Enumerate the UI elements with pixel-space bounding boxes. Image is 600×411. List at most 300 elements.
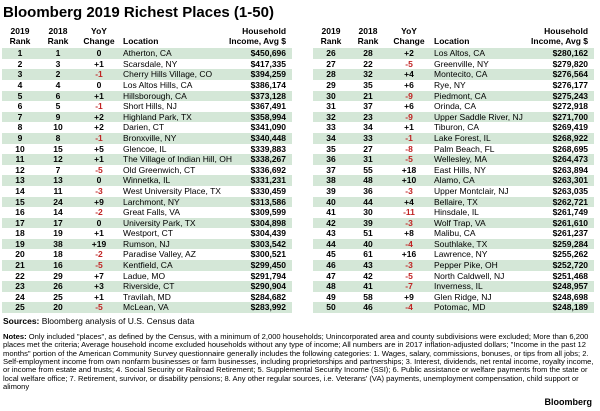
income-cell: $271,700	[552, 111, 589, 122]
location-cell: The Village of Indian Hill, OH	[123, 154, 232, 165]
location-cell: Wolf Trap, VA	[434, 217, 486, 228]
table-row	[2, 228, 292, 239]
yoy-change-cell: -5	[95, 260, 103, 271]
table-row	[313, 207, 594, 218]
header-rank-2019	[313, 27, 349, 48]
rank-2018-cell: 61	[363, 249, 373, 260]
table-row	[2, 69, 292, 80]
rank-2018-cell: 23	[363, 111, 373, 122]
location-cell: Bronxville, NY	[123, 132, 177, 143]
header-rank-2018	[38, 27, 78, 48]
location-cell: Greenville, NY	[434, 58, 489, 69]
rank-2018-cell: 39	[363, 217, 373, 228]
income-cell: $300,521	[250, 249, 287, 260]
rank-2018-cell: 10	[53, 122, 63, 133]
rank-2019-cell: 5	[17, 90, 23, 101]
rank-2018-cell: 36	[363, 185, 373, 196]
location-cell: West University Place, TX	[123, 185, 221, 196]
rank-2019-cell: 37	[326, 164, 336, 175]
yoy-change-cell: +7	[94, 270, 104, 281]
income-cell: $450,696	[250, 48, 287, 59]
yoy-change-cell: -2	[95, 207, 103, 218]
location-cell: Hinsdale, IL	[434, 207, 479, 218]
ranking-table-1-25	[2, 27, 292, 313]
table-row	[313, 144, 594, 155]
income-cell: $283,992	[250, 302, 287, 313]
yoy-change-cell: -7	[405, 281, 413, 292]
rank-2018-cell: 51	[363, 228, 373, 239]
header-location-income	[120, 27, 292, 48]
rank-2019-cell: 9	[17, 132, 23, 143]
yoy-change-cell: -2	[95, 249, 103, 260]
rank-2018-cell: 43	[363, 260, 373, 271]
rank-2019-cell: 11	[15, 154, 25, 165]
header-line: Rank	[320, 35, 342, 46]
table-row	[2, 260, 292, 271]
sources-line	[0, 313, 600, 326]
rank-2019-cell: 16	[15, 207, 25, 218]
rank-2019-cell: 49	[326, 291, 336, 302]
rank-2018-cell: 6	[55, 90, 61, 101]
rank-2019-cell: 35	[326, 143, 336, 154]
income-cell: $269,419	[552, 122, 589, 133]
rank-2019-cell: 6	[17, 101, 23, 112]
yoy-change-cell: +2	[404, 48, 414, 59]
yoy-change-cell: -5	[95, 302, 103, 313]
yoy-change-cell: -5	[95, 164, 103, 175]
yoy-change-cell: 0	[96, 217, 102, 228]
rank-2019-cell: 20	[15, 249, 25, 260]
table-row	[313, 218, 594, 229]
header-location: Location	[123, 35, 159, 46]
income-cell: $331,231	[250, 175, 287, 186]
income-cell: $275,243	[552, 90, 589, 101]
location-cell: Alamo, CA	[434, 175, 475, 186]
income-cell: $248,189	[552, 302, 589, 313]
yoy-change-cell: +18	[401, 164, 417, 175]
yoy-change-cell: +1	[404, 122, 414, 133]
location-cell: University Park, TX	[123, 217, 196, 228]
rank-2019-cell: 1	[17, 48, 23, 59]
table-row	[313, 186, 594, 197]
header-row	[2, 27, 292, 48]
location-cell: Upper Montclair, NJ	[434, 185, 509, 196]
rank-2018-cell: 40	[363, 238, 373, 249]
header-income	[229, 27, 292, 46]
yoy-change-cell: 0	[96, 79, 102, 90]
table-header	[2, 27, 292, 48]
yoy-change-cell: +16	[401, 249, 417, 260]
yoy-change-cell: -1	[405, 132, 413, 143]
rank-2018-cell: 35	[363, 79, 373, 90]
income-cell: $261,749	[552, 207, 589, 218]
location-cell: Glen Ridge, NJ	[434, 291, 492, 302]
rank-2019-cell: 33	[326, 122, 336, 133]
yoy-change-cell: 0	[96, 175, 102, 186]
rank-2019-cell: 32	[326, 111, 336, 122]
income-cell: $259,284	[552, 238, 589, 249]
yoy-change-cell: +3	[94, 281, 104, 292]
location-cell: Winnetka, IL	[123, 175, 171, 186]
rank-2018-cell: 30	[363, 207, 373, 218]
rank-2018-cell: 3	[55, 58, 61, 69]
rank-2018-cell: 14	[53, 207, 63, 218]
yoy-change-cell: +4	[404, 196, 414, 207]
header-row	[313, 27, 594, 48]
table-row	[313, 101, 594, 112]
table-row	[2, 207, 292, 218]
rank-2019-cell: 50	[326, 302, 336, 313]
header-line: Income, Avg $	[229, 35, 287, 46]
income-cell: $268,922	[552, 132, 589, 143]
location-cell: Piedmont, CA	[434, 90, 487, 101]
location-cell: Inverness, IL	[434, 281, 483, 292]
yoy-change-cell: +2	[94, 122, 104, 133]
income-cell: $290,904	[250, 281, 287, 292]
rank-2019-cell: 4	[17, 79, 23, 90]
location-cell: Cherry Hills Village, CO	[123, 69, 213, 80]
location-cell: East Hills, NY	[434, 164, 486, 175]
table-row	[313, 302, 594, 313]
rank-2018-cell: 16	[53, 260, 63, 271]
yoy-change-cell: -3	[405, 217, 413, 228]
rank-2018-cell: 44	[363, 196, 373, 207]
income-cell: $276,564	[552, 69, 589, 80]
rank-2018-cell: 2	[55, 69, 61, 80]
notes-paragraph	[0, 326, 600, 391]
yoy-change-cell: +4	[404, 69, 414, 80]
location-cell: Ladue, MO	[123, 270, 166, 281]
table-row	[313, 80, 594, 91]
location-cell: Lawrence, NY	[434, 249, 488, 260]
header-yoy-change	[78, 27, 120, 48]
location-cell: Great Falls, VA	[123, 207, 180, 218]
table-row	[313, 175, 594, 186]
rank-2019-cell: 12	[15, 164, 25, 175]
table-row	[313, 249, 594, 260]
income-cell: $263,894	[552, 164, 589, 175]
income-cell: $313,586	[250, 196, 287, 207]
yoy-change-cell: +9	[94, 196, 104, 207]
rank-2018-cell: 31	[363, 154, 373, 165]
rank-2018-cell: 25	[53, 291, 63, 302]
rank-2019-cell: 41	[326, 207, 336, 218]
table-body-26-50	[313, 48, 594, 313]
table-row	[2, 197, 292, 208]
income-cell: $268,695	[552, 143, 589, 154]
income-cell: $304,439	[250, 228, 287, 239]
table-row	[313, 112, 594, 123]
header-line: YoY	[91, 26, 107, 36]
location-cell: Paradise Valley, AZ	[123, 249, 196, 260]
rank-2019-cell: 22	[15, 270, 25, 281]
table-row	[313, 91, 594, 102]
table-row	[2, 144, 292, 155]
yoy-change-cell: -9	[405, 111, 413, 122]
rank-2018-cell: 38	[53, 238, 63, 249]
table-row	[2, 186, 292, 197]
rank-2018-cell: 29	[53, 270, 63, 281]
table-row	[2, 59, 292, 70]
location-cell: Tiburon, CA	[434, 122, 480, 133]
rank-2018-cell: 34	[363, 122, 373, 133]
table-row	[2, 48, 292, 59]
income-cell: $248,957	[552, 281, 589, 292]
income-cell: $272,918	[552, 101, 589, 112]
header-income	[531, 27, 594, 46]
table-row	[313, 260, 594, 271]
rank-2018-cell: 17	[53, 217, 63, 228]
header-line: Household	[544, 26, 589, 36]
yoy-change-cell: +2	[94, 111, 104, 122]
yoy-change-cell: +5	[94, 143, 104, 154]
location-cell: Short Hills, NJ	[123, 101, 177, 112]
yoy-change-cell: -4	[405, 302, 413, 313]
ranking-table-26-50	[313, 27, 594, 313]
yoy-change-cell: -1	[95, 101, 103, 112]
location-cell: Highland Park, TX	[123, 111, 192, 122]
rank-2018-cell: 5	[55, 101, 61, 112]
yoy-change-cell: -5	[405, 154, 413, 165]
income-cell: $304,898	[250, 217, 287, 228]
rank-2018-cell: 22	[363, 58, 373, 69]
rank-2019-cell: 38	[326, 175, 336, 186]
rank-2018-cell: 7	[55, 164, 61, 175]
header-rank-2019	[2, 27, 38, 48]
location-cell: Pepper Pike, OH	[434, 260, 498, 271]
location-cell: Los Altos Hills, CA	[123, 79, 193, 90]
rank-2019-cell: 18	[15, 228, 25, 239]
location-cell: Los Altos, CA	[434, 48, 486, 59]
rank-2019-cell: 45	[326, 249, 336, 260]
income-cell: $303,542	[250, 238, 287, 249]
header-yoy-change	[387, 27, 431, 48]
income-cell: $280,162	[552, 48, 589, 59]
table-row	[2, 175, 292, 186]
yoy-change-cell: +9	[404, 291, 414, 302]
location-cell: McLean, VA	[123, 302, 169, 313]
rank-2018-cell: 46	[363, 302, 373, 313]
income-cell: $330,459	[250, 185, 287, 196]
table-row	[2, 165, 292, 176]
table-row	[2, 271, 292, 282]
location-cell: Rye, NY	[434, 79, 466, 90]
sources-text: Bloomberg analysis of U.S. Census data	[39, 316, 195, 327]
rank-2019-cell: 46	[326, 260, 336, 271]
table-row	[2, 91, 292, 102]
rank-2019-cell: 21	[15, 260, 25, 271]
yoy-change-cell: -8	[405, 143, 413, 154]
table-row	[2, 281, 292, 292]
table-row	[2, 239, 292, 250]
rank-2019-cell: 39	[326, 185, 336, 196]
rank-2019-cell: 48	[326, 281, 336, 292]
table-row	[2, 122, 292, 133]
income-cell: $262,721	[552, 196, 589, 207]
rank-2018-cell: 58	[363, 291, 373, 302]
yoy-change-cell: -3	[405, 260, 413, 271]
header-line: Rank	[9, 35, 31, 46]
table-row	[313, 281, 594, 292]
income-cell: $279,820	[552, 58, 589, 69]
location-cell: Westport, CT	[123, 228, 173, 239]
income-cell: $252,720	[552, 260, 589, 271]
yoy-change-cell: -1	[95, 132, 103, 143]
notes-label: Notes:	[3, 332, 27, 342]
table-row	[2, 218, 292, 229]
rank-2019-cell: 8	[17, 122, 23, 133]
rank-2018-cell: 18	[53, 249, 63, 260]
location-cell: Potomac, MD	[434, 302, 486, 313]
rank-2019-cell: 7	[17, 111, 23, 122]
header-line: 2019	[10, 26, 30, 36]
rank-2019-cell: 36	[326, 154, 336, 165]
location-cell: Southlake, TX	[434, 238, 488, 249]
rank-2019-cell: 40	[326, 196, 336, 207]
rank-2019-cell: 24	[15, 291, 25, 302]
income-cell: $309,599	[250, 207, 287, 218]
rank-2019-cell: 28	[326, 69, 336, 80]
rank-2019-cell: 14	[15, 185, 25, 196]
rank-2018-cell: 21	[363, 90, 373, 101]
header-line: Household	[242, 26, 287, 36]
income-cell: $248,698	[552, 291, 589, 302]
table-row	[313, 69, 594, 80]
yoy-change-cell: -9	[405, 90, 413, 101]
rank-2018-cell: 55	[363, 164, 373, 175]
rank-2019-cell: 26	[326, 48, 336, 59]
location-cell: Darien, CT	[123, 122, 165, 133]
yoy-change-cell: +10	[401, 175, 417, 186]
yoy-change-cell: -5	[405, 270, 413, 281]
rank-2019-cell: 29	[326, 79, 336, 90]
rank-2019-cell: 19	[15, 238, 25, 249]
income-cell: $261,610	[552, 217, 589, 228]
rank-2019-cell: 30	[326, 90, 336, 101]
header-line: 2018	[48, 26, 68, 36]
rank-2019-cell: 25	[15, 302, 25, 313]
location-cell: Old Greenwich, CT	[123, 164, 196, 175]
table-row	[313, 48, 594, 59]
income-cell: $338,267	[250, 154, 287, 165]
income-cell: $276,177	[552, 79, 589, 90]
table-row	[2, 292, 292, 303]
rank-2019-cell: 47	[326, 270, 336, 281]
income-cell: $336,692	[250, 164, 287, 175]
yoy-change-cell: -5	[405, 58, 413, 69]
yoy-change-cell: -1	[95, 69, 103, 80]
table-row	[2, 133, 292, 144]
rank-2018-cell: 27	[363, 143, 373, 154]
header-line: Change	[83, 35, 115, 46]
rank-2018-cell: 32	[363, 69, 373, 80]
location-cell: Palm Beach, FL	[434, 143, 495, 154]
income-cell: $339,883	[250, 143, 287, 154]
rank-2018-cell: 19	[53, 228, 63, 239]
header-rank-2018	[349, 27, 387, 48]
rank-2019-cell: 17	[15, 217, 25, 228]
table-row	[313, 228, 594, 239]
yoy-change-cell: +6	[404, 101, 414, 112]
rank-2019-cell: 44	[326, 238, 336, 249]
header-line: 2019	[321, 26, 341, 36]
rank-2019-cell: 31	[326, 101, 336, 112]
yoy-change-cell: +1	[94, 291, 104, 302]
table-body-1-25	[2, 48, 292, 313]
income-cell: $386,174	[250, 79, 287, 90]
header-location: Location	[434, 35, 470, 46]
location-cell: Glencoe, IL	[123, 143, 167, 154]
location-cell: Wellesley, MA	[434, 154, 488, 165]
rank-2018-cell: 48	[363, 175, 373, 186]
income-cell: $263,035	[552, 185, 589, 196]
income-cell: $341,090	[250, 122, 287, 133]
yoy-change-cell: +8	[404, 228, 414, 239]
tables-container	[0, 27, 600, 313]
rank-2019-cell: 42	[326, 217, 336, 228]
table-row	[313, 133, 594, 144]
rank-2019-cell: 13	[15, 175, 25, 186]
table-row	[313, 122, 594, 133]
rank-2018-cell: 9	[55, 111, 61, 122]
table-row	[2, 112, 292, 123]
income-cell: $255,262	[552, 249, 589, 260]
table-row	[2, 154, 292, 165]
location-cell: Bellaire, TX	[434, 196, 478, 207]
income-cell: $367,491	[250, 101, 287, 112]
rank-2018-cell: 20	[53, 302, 63, 313]
bloomberg-logo: Bloomberg	[544, 397, 592, 407]
rank-2019-cell: 3	[17, 69, 23, 80]
rank-2019-cell: 34	[326, 132, 336, 143]
location-cell: Rumson, NJ	[123, 238, 170, 249]
page-title: Bloomberg 2019 Richest Places (1-50)	[3, 4, 274, 21]
table-row	[313, 197, 594, 208]
yoy-change-cell: +1	[94, 228, 104, 239]
header-line: 2018	[358, 26, 378, 36]
income-cell: $340,448	[250, 132, 287, 143]
location-cell: Lake Forest, IL	[434, 132, 491, 143]
rank-2019-cell: 23	[15, 281, 25, 292]
rank-2018-cell: 42	[363, 270, 373, 281]
income-cell: $291,794	[250, 270, 287, 281]
yoy-change-cell: +19	[91, 238, 107, 249]
income-cell: $417,335	[250, 58, 287, 69]
table-row	[2, 101, 292, 112]
sources-label: Sources:	[3, 316, 40, 327]
header-line: Change	[393, 35, 425, 46]
location-cell: Atherton, CA	[123, 48, 172, 59]
table-row	[2, 302, 292, 313]
rank-2018-cell: 33	[363, 132, 373, 143]
rank-2018-cell: 13	[53, 175, 63, 186]
rank-2019-cell: 43	[326, 228, 336, 239]
table-row	[313, 292, 594, 303]
yoy-change-cell: +1	[94, 90, 104, 101]
table-row	[2, 80, 292, 91]
location-cell: Hillsborough, CA	[123, 90, 187, 101]
income-cell: $284,682	[250, 291, 287, 302]
header-line: Rank	[47, 35, 69, 46]
rank-2018-cell: 11	[53, 185, 63, 196]
income-cell: $263,301	[552, 175, 589, 186]
rank-2018-cell: 15	[53, 143, 63, 154]
location-cell: Travilah, MD	[123, 291, 171, 302]
rank-2018-cell: 37	[363, 101, 373, 112]
rank-2018-cell: 8	[55, 132, 61, 143]
header-line: Income, Avg $	[531, 35, 589, 46]
location-cell: Scarsdale, NY	[123, 58, 178, 69]
